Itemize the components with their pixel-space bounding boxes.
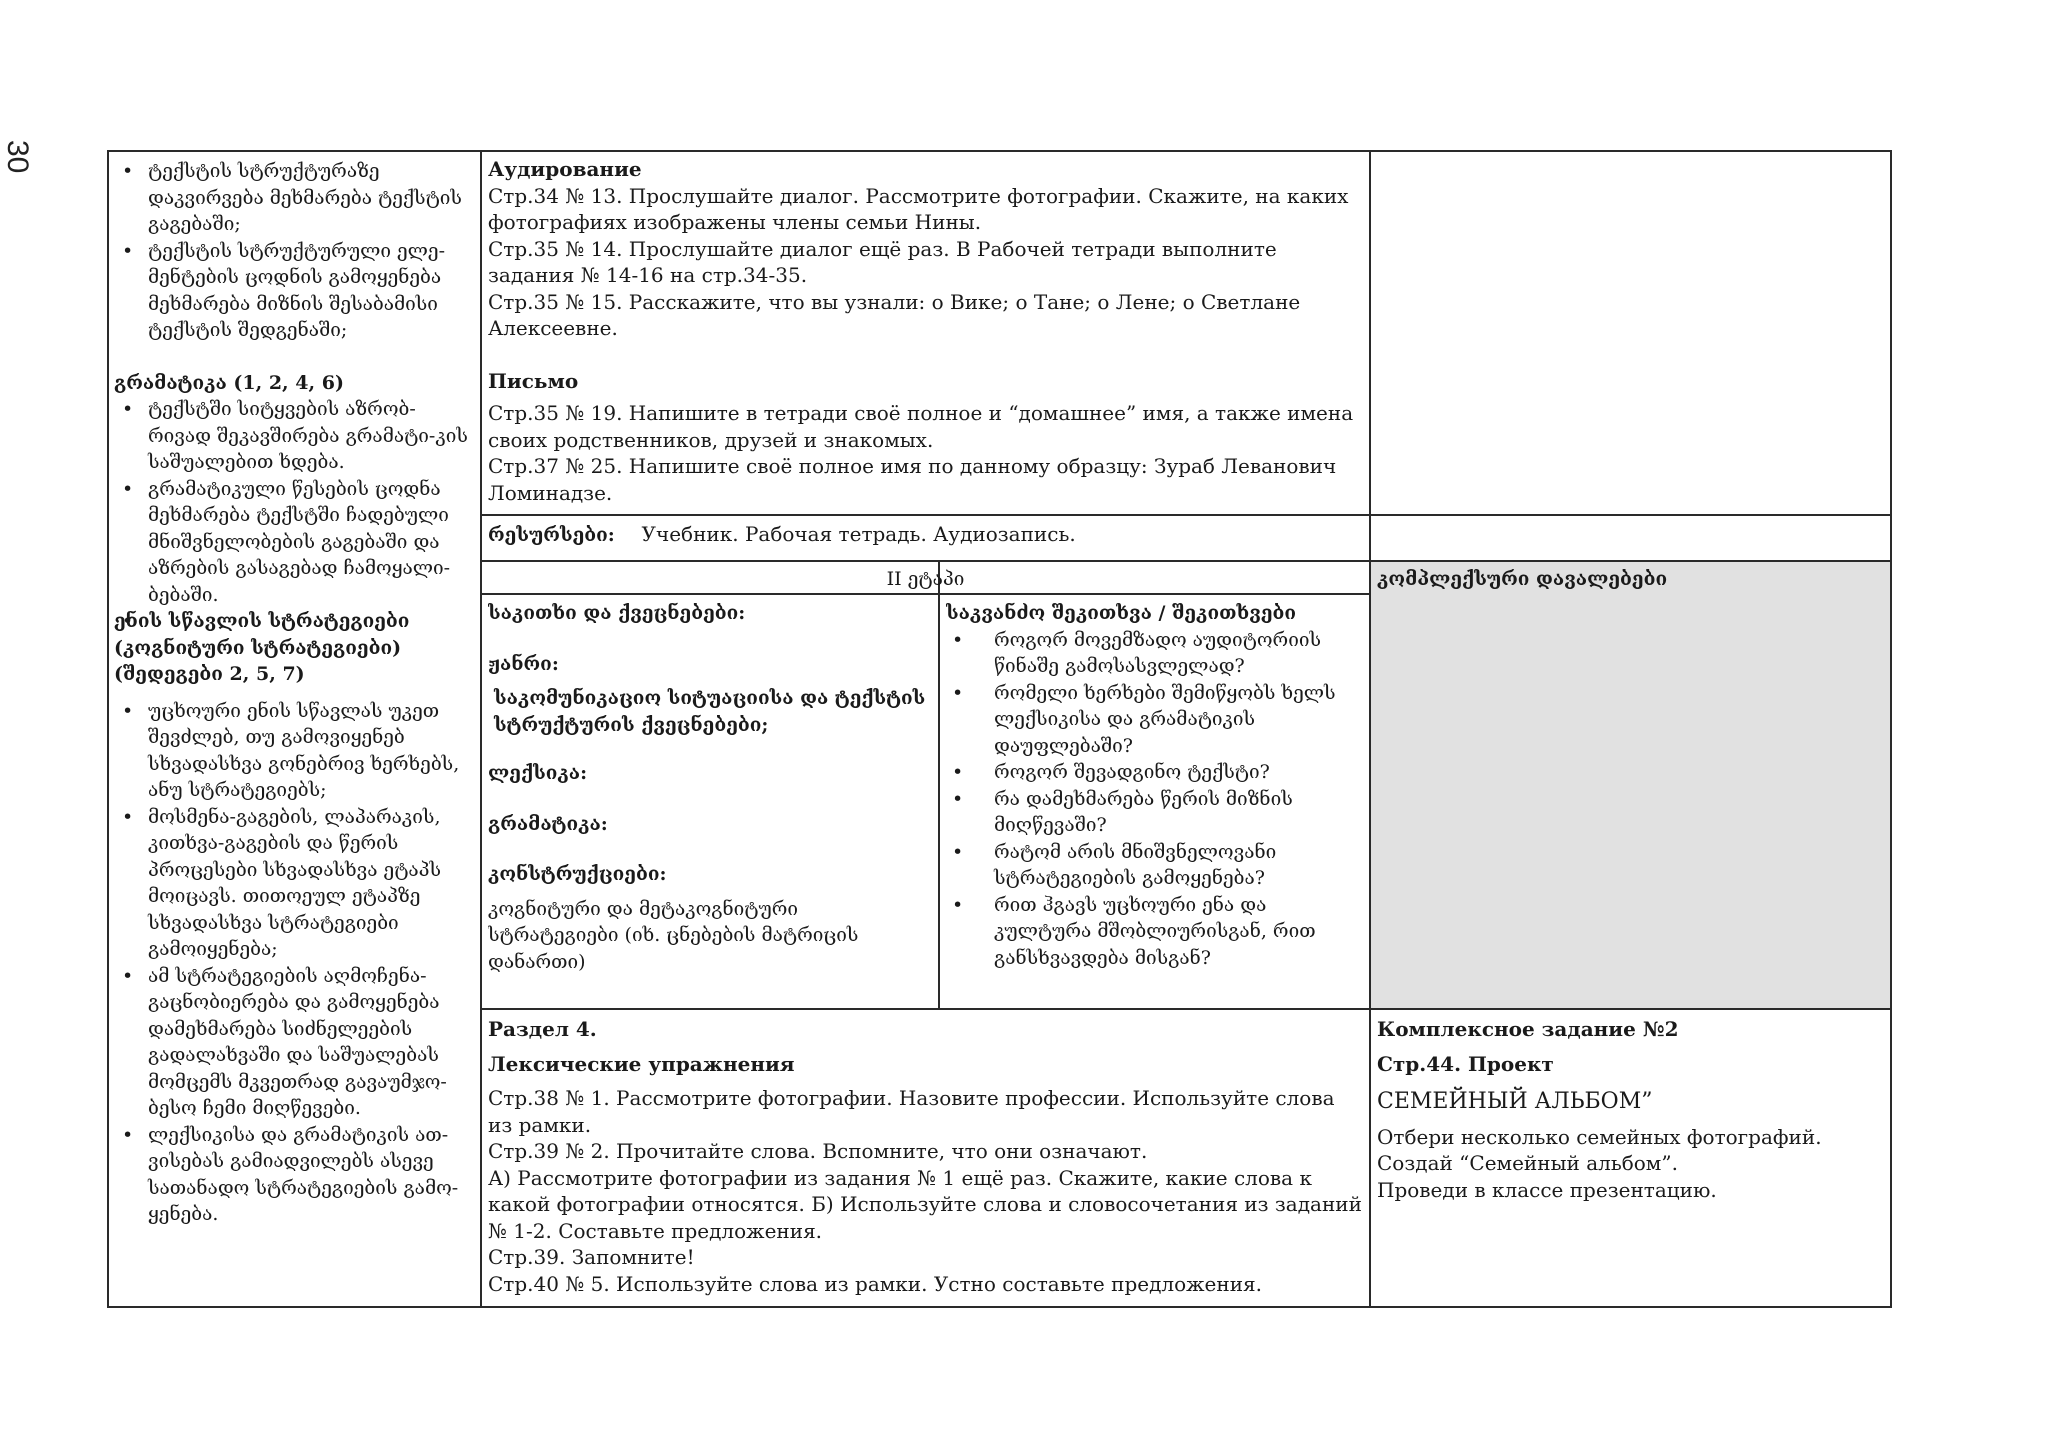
- resources-value: Учебник. Рабочая тетрадь. Аудиозапись.: [641, 522, 1076, 546]
- list-item: • ტექსტში სიტყვების აზრობ-რივად შეკავშირება გრამატი-კის საშუალებით ხდება.: [114, 396, 474, 476]
- listening-item: Стр.35 № 14. Прослушайте диалог ещё раз. В Рабочей тетради выполните задания № 14-16 на стр.34-35.: [488, 236, 1277, 287]
- question-item: • როგორ შევადგინო ტექსტი?: [946, 759, 1366, 786]
- key-concepts-cell: [488, 600, 933, 1005]
- table-border-top: [107, 150, 1892, 152]
- exercise-item: Стр.39. Запомните!: [488, 1245, 695, 1269]
- grammar-heading: გრამატიკა (1, 2, 4, 6): [114, 371, 344, 394]
- task-item: Отбери несколько семейных фотографий.: [1377, 1124, 1822, 1149]
- row-divider-stage: [480, 560, 1892, 562]
- resources-label: რესურსები:: [488, 524, 615, 546]
- listening-item: Стр.34 № 13. Прослушайте диалог. Рассмотрите фотографии. Скажите, на каких фотографиях изображены члены семьи Нины.: [488, 183, 1349, 234]
- complex-task-title: Комплексное задание №2: [1377, 1017, 1679, 1041]
- project-title: СЕМЕЙНЫЙ АЛЬБОМ”: [1377, 1089, 1653, 1114]
- listening-item: Стр.35 № 15. Расскажите, что вы узнали: о Вике; о Тане; о Лене; о Светлане Алексеевне.: [488, 289, 1301, 340]
- list-item: • მოსმენა-გაგების, ლაპარაკის, კითხვა-გაგების და წერის პროცესები სხვადასხვა ეტაპს მოიცავს. თითოეულ ეტაპზე სხვადასხვა სტრატეგიები გამოიყენება;: [114, 804, 474, 963]
- question-item: • როგორ მოვემზადო აუდიტორიის წინაშე გამოსასვლელად?: [946, 627, 1366, 680]
- stage-title: II ეტაპი: [886, 568, 965, 590]
- writing-item: Стр.37 № 25. Напишите своё полное имя по данному образцу: Зураб Леванович Ломинадзе.: [488, 454, 1337, 505]
- list-item: • გრამატიკული წესების ცოდნა მეხმარება ტექსტში ჩადებული მნიშვნელობების გაგებაში და აზრების გასაგებად ჩამოყალი-ბებაში.: [114, 476, 474, 609]
- complex-tasks-shade: [1371, 562, 1892, 1010]
- list-item: • ტექსტის სტრუქტურაზე დაკვირვება მეხმარება ტექსტის გაგებაში;: [114, 158, 474, 238]
- writing-heading: Письмо: [488, 368, 579, 393]
- listening-heading: Аудирование: [488, 157, 642, 181]
- key-concepts-heading: საკითხი და ქვეცნებები:: [488, 602, 746, 624]
- row-divider-resources: [480, 514, 1892, 516]
- genre-label: ჟანრი:: [488, 652, 559, 675]
- table-border-bottom: [107, 1306, 1892, 1308]
- table-border-left: [107, 150, 109, 1308]
- list-item: • ამ სტრატეგიების აღმოჩენა-გაცნობიერება და გამოყენება დამეხმარება სიძნელეების გადალახვაში და საშუალებას მომცემს მკვეთრად გავაუმჯო-ბესო ჩემი მიღწევები.: [114, 963, 474, 1122]
- section4-title: Раздел 4.: [488, 1017, 597, 1041]
- key-questions-cell: [946, 600, 1366, 1005]
- list-item: • ტექსტის სტრუქტურული ელე-მენტების ცოდნის გამოყენება მეხმარება მიზნის შესაბამისი ტექსტის შედგენაში;: [114, 238, 474, 344]
- table-border-right: [1890, 150, 1892, 1308]
- section4-cell: [488, 1016, 1364, 1304]
- column-divider-2: [1369, 150, 1371, 1308]
- column-divider-mid: [938, 562, 940, 1010]
- list-item: • ლექსიკისა და გრამატიკის ათ-ვისებას გამიადვილებს ასევე სათანადო სტრატეგიების გამო-ყენება.: [114, 1122, 474, 1228]
- key-questions-heading: საკვანძო შეკითხვა / შეკითხვები: [946, 602, 1297, 624]
- page-number: 30: [1, 140, 34, 174]
- question-item: • რით ჰგავს უცხოური ენა და კულტურა მშობლიურისგან, რით განსხვავდება მისგან?: [946, 892, 1366, 972]
- question-item: • რა დამეხმარება წერის მიზნის მიღწევაში?: [946, 786, 1366, 839]
- grammar-label: გრამატიკა:: [488, 812, 608, 835]
- row-divider-stage-title: [480, 593, 1371, 595]
- resources-cell: [488, 521, 1364, 557]
- exercise-item: Стр.39 № 2. Прочитайте слова. Вспомните, что они означают.: [488, 1139, 1148, 1163]
- writing-item: Стр.35 № 19. Напишите в тетради своё полное и “домашнее” имя, а также имена своих родственников, друзей и знакомых.: [488, 401, 1354, 452]
- vocab-label: ლექსიკა:: [488, 762, 588, 784]
- complex-tasks-header: კომპლექსური დავალებები: [1377, 568, 1668, 590]
- situation-label: საკომუნიკაციო სიტუაციისა და ტექსტის სტრუქტურის ქვეცნებები;: [494, 687, 926, 736]
- constructions-label: კონსტრუქციები:: [488, 863, 667, 885]
- cognitive-strategies-text: კოგნიტური და მეტაკოგნიტური სტრატეგიები (იხ. ცნებების მატრიცის დანართი): [488, 897, 859, 973]
- exercise-item: Стр.40 № 5. Используйте слова из рамки. Устно составьте предложения.: [488, 1271, 1263, 1296]
- complex-task-cell: [1377, 1016, 1887, 1304]
- column-divider-1: [480, 150, 482, 1308]
- learning-outcomes-column: [114, 158, 474, 1303]
- list-item: • უცხოური ენის სწავლას უკეთ შევძლებ, თუ გამოვიყენებ სხვადასხვა გონებრივ ხერხებს, ანუ სტრატეგიებს;: [114, 698, 474, 804]
- question-item: • რატომ არის მნიშვნელოვანი სტრატეგიების გამოყენება?: [946, 839, 1366, 892]
- complex-task-page: Стр.44. Проект: [1377, 1051, 1554, 1076]
- task-item: Создай “Семейный альбом”.: [1377, 1151, 1678, 1175]
- task-item: Проведи в классе презентацию.: [1377, 1177, 1717, 1202]
- row-divider-section4: [480, 1008, 1892, 1010]
- exercise-item: Стр.38 № 1. Рассмотрите фотографии. Назовите профессии. Используйте слова из рамки.: [488, 1086, 1335, 1137]
- strategies-heading: ენის სწავლის სტრატეგიები (კოგნიტური სტრატეგიები) (შედეგები 2, 5, 7): [114, 610, 410, 685]
- question-item: • რომელი ხერხები შემიწყობს ხელს ლექსიკისა და გრამატიკის დაუფლებაში?: [946, 680, 1366, 760]
- exercise-item: А) Рассмотрите фотографии из задания № 1 ещё раз. Скажите, какие слова к какой фотографии относятся. Б) Используйте слова и словосочетания из заданий № 1-2. Составьте предложения.: [488, 1165, 1362, 1243]
- section4-subtitle: Лексические упражнения: [488, 1051, 795, 1076]
- listening-writing-cell: [488, 156, 1364, 512]
